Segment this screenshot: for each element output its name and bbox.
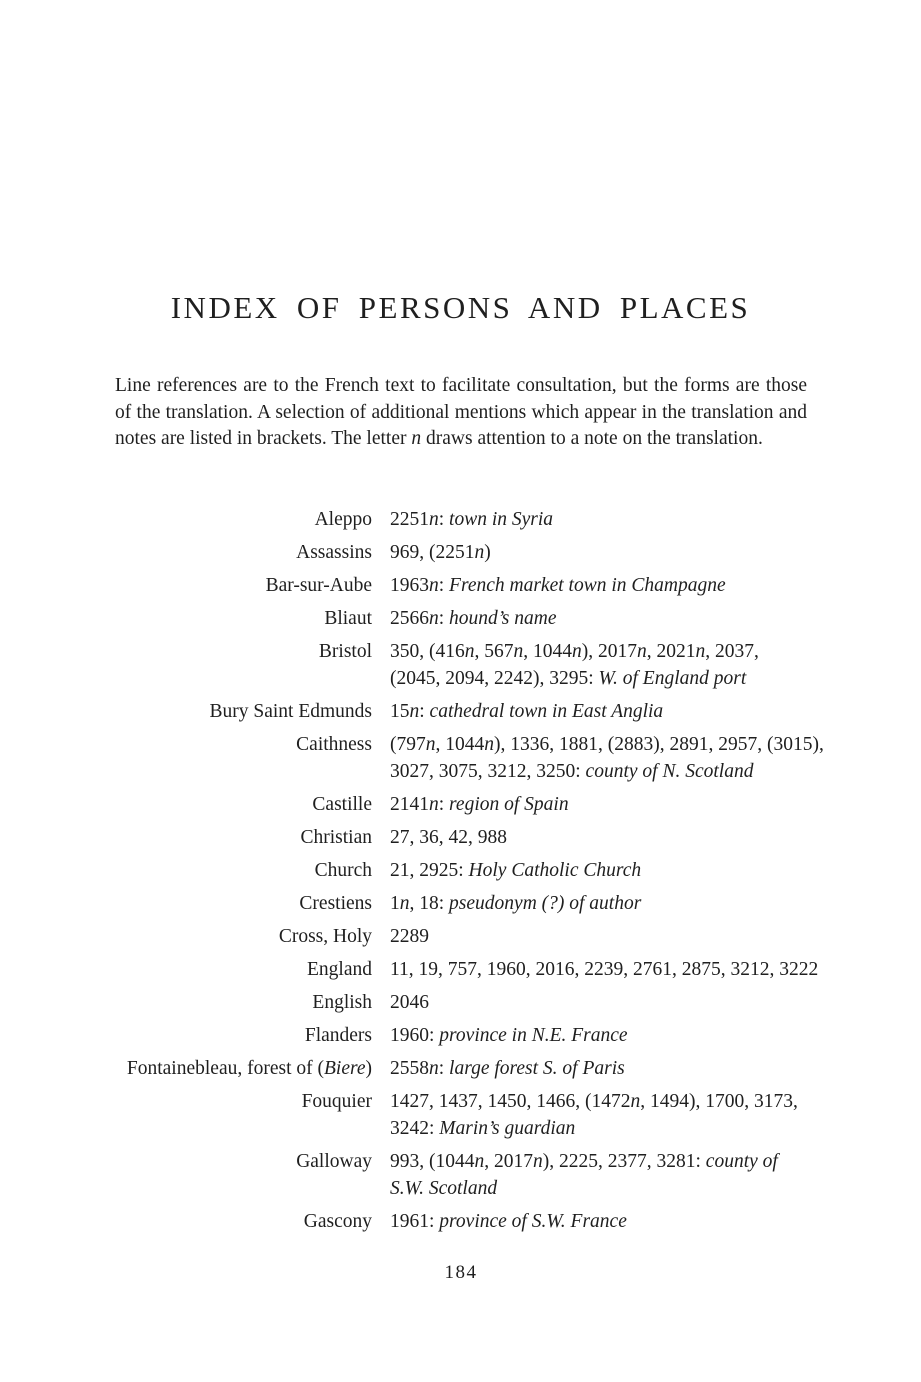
- index-entry: [88, 731, 850, 785]
- text-run: Line references are to the French text to facilitate consultation, but the forms are those of the translation. A selection of additional mentions which appear in the translation and notes are listed in brackets. The letter: [115, 375, 807, 450]
- text-run: , 567: [474, 641, 514, 662]
- entry-refs: [390, 989, 850, 1016]
- italic-text-run: Biere: [323, 1058, 366, 1079]
- index-entry: [88, 698, 850, 725]
- text-run: Bar-sur-Aube: [265, 575, 372, 596]
- text-run: 969, (2251: [390, 542, 475, 563]
- italic-text-run: French market town in Champagne: [449, 575, 726, 596]
- text-run: Galloway: [296, 1151, 372, 1172]
- text-run: Bliaut: [324, 608, 372, 629]
- text-run: :: [438, 509, 450, 530]
- index-entry: [88, 989, 850, 1016]
- entry-name: [88, 923, 372, 950]
- entry-name: [88, 857, 372, 884]
- entry-refs: [390, 1088, 850, 1142]
- text-run: ): [365, 1058, 372, 1079]
- italic-text-run: n: [429, 509, 439, 530]
- italic-text-run: n: [429, 1058, 439, 1079]
- italic-text-run: pseudonym (?) of author: [449, 893, 642, 914]
- italic-text-run: province of S.W. France: [439, 1211, 627, 1232]
- italic-text-run: n: [474, 542, 485, 563]
- italic-text-run: n: [484, 734, 494, 755]
- entry-name: [88, 1088, 372, 1142]
- entry-name: [88, 989, 372, 1016]
- italic-text-run: large forest S. of Paris: [449, 1058, 625, 1079]
- italic-text-run: region of Spain: [449, 794, 569, 815]
- italic-text-run: S.W. Scotland: [390, 1178, 498, 1199]
- entry-refs: [390, 1208, 850, 1235]
- entry-name: [88, 605, 372, 632]
- text-run: draws attention to a note on the translation.: [421, 428, 763, 450]
- italic-text-run: n: [411, 428, 422, 450]
- entry-refs: [390, 1148, 850, 1202]
- index-entry: [88, 1208, 850, 1235]
- text-run: 27, 36, 42, 988: [390, 827, 507, 848]
- text-run: Cross, Holy: [278, 926, 372, 947]
- italic-text-run: n: [533, 1151, 543, 1172]
- italic-text-run: county of: [705, 1151, 778, 1172]
- italic-text-run: n: [429, 575, 439, 596]
- italic-text-run: n: [425, 734, 436, 755]
- text-run: Fontainebleau, forest of (: [126, 1058, 324, 1079]
- entry-name: [88, 539, 372, 566]
- index-entry: [88, 824, 850, 851]
- italic-text-run: hound’s name: [449, 608, 557, 629]
- text-run: 2141: [390, 794, 429, 815]
- entry-name: [88, 506, 372, 533]
- text-run: 2251: [390, 509, 429, 530]
- italic-text-run: W. of England port: [598, 668, 747, 689]
- index-entry: [88, 791, 850, 818]
- entry-refs: [390, 539, 850, 566]
- text-run: 11, 19, 757, 1960, 2016, 2239, 2761, 2875, 3212, 3222: [390, 959, 819, 980]
- index-entry: [88, 572, 850, 599]
- text-run: , 18:: [409, 893, 450, 914]
- text-run: Christian: [300, 827, 372, 848]
- text-run: 3027, 3075, 3212, 3250:: [390, 761, 586, 782]
- entry-name: [88, 791, 372, 818]
- italic-text-run: n: [474, 1151, 485, 1172]
- index-entry: [88, 539, 850, 566]
- text-run: :: [438, 1058, 450, 1079]
- entry-name: [88, 890, 372, 917]
- italic-text-run: n: [429, 608, 439, 629]
- index-entry: [88, 890, 850, 917]
- index-entry: [88, 923, 850, 950]
- text-run: Flanders: [304, 1025, 372, 1046]
- page-title: INDEX OF PERSONS AND PLACES: [170, 290, 751, 325]
- text-run: Assassins: [296, 542, 372, 563]
- text-run: Bury Saint Edmunds: [209, 701, 372, 722]
- italic-text-run: n: [409, 701, 420, 722]
- entry-refs: [390, 1022, 850, 1049]
- text-run: Gascony: [303, 1211, 372, 1232]
- text-run: 2046: [390, 992, 429, 1013]
- text-run: 3242:: [390, 1118, 440, 1139]
- italic-text-run: Holy Catholic Church: [468, 860, 642, 881]
- text-run: 993, (1044: [390, 1151, 475, 1172]
- entry-refs: [390, 923, 850, 950]
- text-run: 1960:: [390, 1025, 440, 1046]
- index-entry: [88, 1088, 850, 1142]
- text-run: :: [438, 608, 450, 629]
- entry-refs: [390, 791, 850, 818]
- italic-text-run: town in Syria: [449, 509, 554, 530]
- text-run: , 2017: [484, 1151, 533, 1172]
- index-entry: [88, 1022, 850, 1049]
- text-run: 1427, 1437, 1450, 1466, (1472: [390, 1091, 631, 1112]
- entry-refs: [390, 731, 850, 785]
- entry-refs: [390, 572, 850, 599]
- text-run: ), 2225, 2377, 3281:: [542, 1151, 706, 1172]
- text-run: Church: [314, 860, 372, 881]
- text-run: 1963: [390, 575, 429, 596]
- entry-name: [88, 1022, 372, 1049]
- text-run: (2045, 2094, 2242), 3295:: [390, 668, 599, 689]
- italic-text-run: n: [630, 1091, 641, 1112]
- text-run: 15: [390, 701, 410, 722]
- italic-text-run: n: [637, 641, 647, 662]
- text-run: , 1044: [523, 641, 572, 662]
- text-run: Aleppo: [314, 509, 372, 530]
- italic-text-run: n: [513, 641, 524, 662]
- index-entry: [88, 956, 850, 983]
- intro-paragraph: [115, 373, 807, 453]
- entry-name: [88, 731, 372, 785]
- text-run: Castille: [312, 794, 372, 815]
- text-run: Caithness: [296, 734, 372, 755]
- text-run: English: [312, 992, 372, 1013]
- entry-refs: [390, 1055, 850, 1082]
- text-run: :: [438, 575, 450, 596]
- text-run: Bristol: [318, 641, 372, 662]
- text-run: 21, 2925:: [390, 860, 469, 881]
- entry-name: [88, 638, 372, 692]
- entry-refs: [390, 605, 850, 632]
- text-run: , 2037,: [705, 641, 759, 662]
- italic-text-run: n: [464, 641, 475, 662]
- text-run: (797: [390, 734, 426, 755]
- index-entry: [88, 638, 850, 692]
- entry-refs: [390, 506, 850, 533]
- index-list: [88, 506, 850, 1241]
- index-entry: [88, 506, 850, 533]
- text-run: 1: [390, 893, 400, 914]
- italic-text-run: n: [399, 893, 410, 914]
- italic-text-run: cathedral town in East Anglia: [429, 701, 664, 722]
- entry-refs: [390, 857, 850, 884]
- text-run: :: [438, 794, 450, 815]
- entry-name: [88, 1148, 372, 1202]
- text-run: 2289: [390, 926, 429, 947]
- entry-refs: [390, 698, 850, 725]
- text-run: 350, (416: [390, 641, 465, 662]
- text-run: Fouquier: [301, 1091, 372, 1112]
- italic-text-run: n: [572, 641, 582, 662]
- entry-refs: [390, 638, 850, 692]
- index-entry: [88, 857, 850, 884]
- text-run: , 1044: [435, 734, 485, 755]
- entry-name: [88, 956, 372, 983]
- text-run: 2566: [390, 608, 429, 629]
- italic-text-run: province in N.E. France: [439, 1025, 628, 1046]
- page-number: 184: [444, 1262, 478, 1283]
- text-run: ), 2017: [581, 641, 637, 662]
- text-run: England: [307, 959, 372, 980]
- italic-text-run: n: [429, 794, 439, 815]
- entry-name: [88, 1208, 372, 1235]
- entry-name: [88, 824, 372, 851]
- text-run: , 2021: [646, 641, 696, 662]
- entry-name: [88, 572, 372, 599]
- text-run: 2558: [390, 1058, 429, 1079]
- entry-name: [88, 698, 372, 725]
- text-run: , 1494), 1700, 3173,: [640, 1091, 798, 1112]
- text-run: 1961:: [390, 1211, 440, 1232]
- index-entry: [88, 1148, 850, 1202]
- italic-text-run: county of N. Scotland: [585, 761, 754, 782]
- index-entry: [88, 605, 850, 632]
- text-run: ), 1336, 1881, (2883), 2891, 2957, (3015),: [494, 734, 824, 755]
- italic-text-run: Marin’s guardian: [439, 1118, 576, 1139]
- entry-refs: [390, 956, 850, 983]
- text-run: ): [484, 542, 491, 563]
- entry-refs: [390, 824, 850, 851]
- entry-refs: [390, 890, 850, 917]
- text-run: :: [419, 701, 430, 722]
- entry-name: [88, 1055, 372, 1082]
- italic-text-run: n: [695, 641, 706, 662]
- index-entry: [88, 1055, 850, 1082]
- text-run: Crestiens: [299, 893, 372, 914]
